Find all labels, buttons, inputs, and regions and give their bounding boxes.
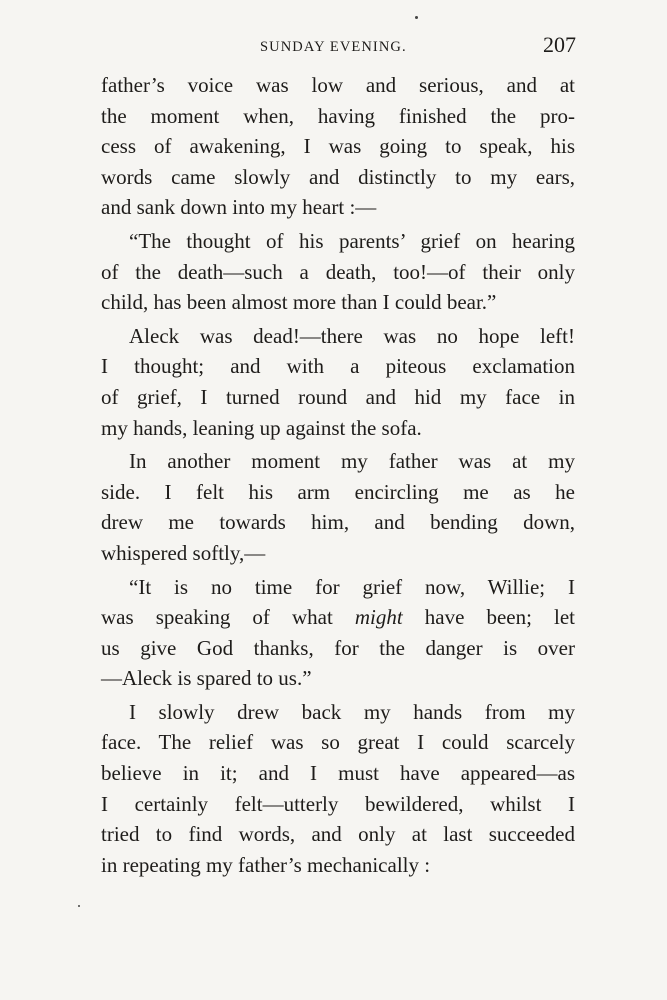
text-line: I certainly felt—utterly bewildered, whilst I: [101, 791, 575, 816]
text-line: child, has been almost more than I could bear.”: [101, 290, 497, 315]
text-line: my hands, leaning up against the sofa.: [101, 415, 422, 440]
paragraph: [101, 226, 575, 318]
text-line: drew me towards him, and bending down,: [101, 510, 575, 535]
emphasis: might: [354, 605, 403, 630]
text-line: and sank down into my heart :—: [101, 195, 377, 220]
text-line: Aleck was dead!—there was no hope left!: [129, 323, 575, 348]
text-line: [101, 602, 575, 633]
text-run: was speaking of what: [101, 605, 355, 630]
text-line: face. The relief was so great I could scarcely: [101, 730, 575, 755]
text-line: cess of awakening, I was going to speak, his: [101, 134, 575, 159]
text-line: “The thought of his parents’ grief on hearing: [129, 228, 575, 253]
body-text: [101, 70, 575, 880]
page-header: [100, 30, 576, 60]
paragraph: [101, 697, 575, 881]
paragraph: [101, 446, 575, 568]
text-line: tried to find words, and only at last succeeded: [101, 822, 575, 847]
text-line: words came slowly and distinctly to my ears,: [101, 164, 575, 189]
text-line: “It is no time for grief now, Willie; I: [129, 574, 575, 599]
paragraph: [101, 70, 575, 223]
paragraph: [101, 572, 575, 694]
text-line: us give God thanks, for the danger is over: [101, 635, 575, 660]
text-line: I thought; and with a piteous exclamation: [101, 354, 575, 379]
text-line: father’s voice was low and serious, and at: [101, 73, 575, 97]
text-line: —Aleck is spared to us.”: [101, 666, 312, 691]
paragraph: [101, 321, 575, 443]
text-line: side. I felt his arm encircling me as he: [101, 479, 575, 504]
text-run: have been; let: [402, 605, 576, 630]
text-line: of the death—such a death, too!—of their only: [101, 259, 575, 284]
text-line: the moment when, having finished the pro-: [101, 103, 575, 128]
text-line: of grief, I turned round and hid my face in: [101, 384, 575, 409]
text-line: I slowly drew back my hands from my: [129, 699, 575, 724]
ink-speck: [78, 905, 80, 907]
running-head: SUNDAY EVENING.: [260, 39, 407, 55]
ink-speck: [415, 16, 418, 19]
text-line: in repeating my father’s mechanically :: [101, 852, 431, 877]
text-line: believe in it; and I must have appeared—as: [101, 761, 575, 786]
text-line: whispered softly,—: [101, 540, 266, 565]
page-number: 207: [543, 32, 576, 57]
text-line: In another moment my father was at my: [129, 449, 575, 474]
